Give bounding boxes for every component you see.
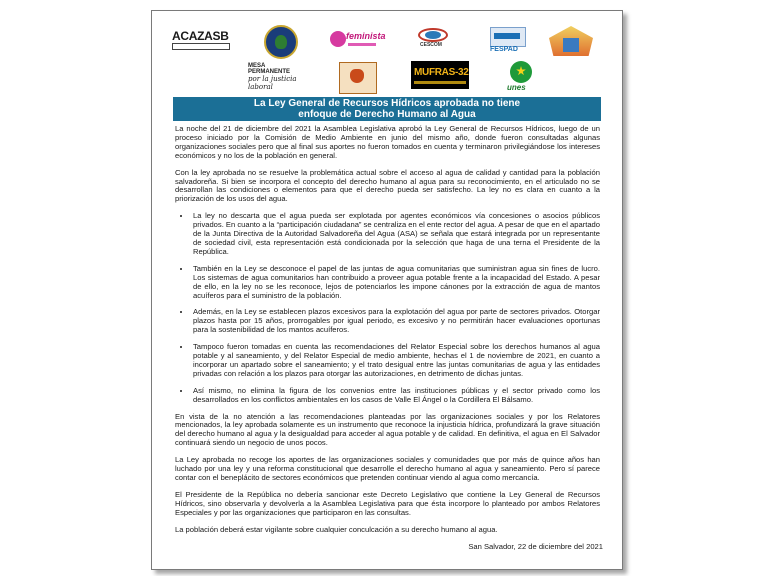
house-logo-window [563,38,579,52]
issues-list [175,212,600,404]
title-line-1: La Ley General de Recursos Hídricos aprobada no tiene [253,98,521,109]
unes-logo [505,61,539,93]
unes-logo-text: unes [507,83,526,92]
acazasb-logo-tagline [172,43,230,50]
title-line-2: enfoque de Derecho Humano al Agua [298,109,476,120]
cescom-logo-globe [425,31,441,39]
hands-logo [339,62,377,94]
president-paragraph: El Presidente de la República no debería sancionar este Decreto Legislativo que contiene la Ley General de Recursos Hídricos, sino observarla y devolverla a la Asamblea Legislativa para que ésta incorpore lo planteado por ambos Relatores Especiales y por las organizaciones que participaron en las consultas. [175,489,600,517]
mufras-logo-tagline [414,81,466,84]
list-item: • Tampoco fueron tomadas en cuenta las recomendaciones del Relator Especial sobre los derechos humanos al agua potable y al saneamiento, y del Relator Especial de medio ambiente, hechas el 1 de noviembre de 2021, en cuanto a incorporar un apartado sobre el saneamiento; y el trato desigual entre las juntas comunitarias de agua y las entidades privadas con relación a los plazos para otorgar las autorizaciones, en detrimento de dichas juntas. [191,343,600,379]
document-page [151,10,623,570]
fespad-logo-bar [494,33,520,39]
seal-logo [264,25,298,59]
demands-paragraph: La Ley aprobada no recoge los aportes de las organizaciones sociales y comunidades que por más de quince años han luchado por una ley y una reforma constitucional que desarrolle el derecho humano al agua y saneamiento. Pero sí parece contar con el beneplácito de sectores económicos que pretenden continuar viendo al agua como mercancía. [175,455,600,482]
cescom-logo [414,28,452,50]
feminista-logo-text: feminista [346,31,386,41]
list-item: • Además, en la Ley se establecen plazos excesivos para la explotación del agua por parte de sectores privados. Otorgar plazos hasta por 15 años, prorrogables por igual periodo, es excesivo y no permitirán hacer evaluaciones oportunas para la sostenibilidad de los mantos acuíferos. [191,308,600,335]
mesa-permanente-logo [248,63,308,91]
acazasb-logo-text: ACAZASB [172,29,229,43]
feminista-logo [328,29,386,53]
mufras-logo-text: MUFRAS-32 [414,67,469,78]
list-item: • También en la Ley se desconoce el papel de las juntas de agua comunitarias que suministran agua sin fines de lucro. Los sistemas de agua comunitarios han contribuido a proveer agua potable frente a la incapacidad del Estado. A pesar de ello, en la ley no se les reconoce, lejos de potenciarlos les impone cánones por la extracción de agua de mantos acuíferos para el suministro de la población. [191,265,600,301]
mesa-permanente-title: MESA PERMANENTE [248,63,291,75]
vigilance-paragraph: La población deberá estar vigilante sobre cualquier conculcación a su derecho humano al agua. [175,524,498,534]
house-logo [549,24,593,58]
fespad-logo-text: FESPAD [490,46,518,53]
list-item: • La ley no descarta que el agua pueda ser explotada por agentes económicos vía concesiones o asocios públicos privados. En cuanto a la “participación ciudadana” se centraliza en el ente rector del agua. A pesar de que en el apartado de la Junta Directiva de la Autoridad Salvadoreña del Agua (ASA) se señala que estará integrada por un representante de sociedad civil, esta representación está condicionada por la selección que haga de una terna el Presidente de la República. [191,212,600,257]
feminista-logo-circle [330,31,346,47]
signature-date: San Salvador, 22 de diciembre del 2021 [468,542,603,551]
intro-paragraph: La noche del 21 de diciembre del 2021 la Asamblea Legislativa aprobó la Ley General de Recursos Hídricos, luego de un proceso iniciado por la Comisión de Medio Ambiente en junio del mismo año, donde fueron consultadas algunas organizaciones sociales pero que al final sus aportes no fueron tomados en cuenta y terminaron privilegiándose los intereses económicos y no los de la población en general. [175,124,600,160]
title-banner [173,97,601,121]
list-item: • Así mismo, no elimina la figura de los convenios entre las instituciones públicas y el sector privado como los desarrollados en los conflictos ambientales en los casos de Valle El Ángel o la Cordillera El Bálsamo. [191,387,600,405]
conclusion-paragraph: En vista de la no atención a las recomendaciones planteadas por las organizaciones sociales y por los Relatores mencionados, la ley aprobada solamente es un instrumento que reconoce la injusticia hídrica, profundizará la grave situación del derecho humano al agua y la desigualdad para acceder al agua potable y de calidad. En definitiva, el agua en El Salvador continuará siendo un negocio de unos pocos. [175,411,600,448]
mufras-logo [411,61,469,89]
hands-logo-emblem [350,69,364,83]
cescom-logo-text: CESCOM [420,42,442,48]
fespad-logo [484,25,530,55]
context-paragraph: Con la ley aprobada no se resuelve la problemática actual sobre el acceso al agua de calidad y cantidad para la población salvadoreña. Si bien se incorpora el concepto del derecho humano al agua para su reconocimiento, en el articulado no se desarrollan las condiciones o elementos para que el derecho pueda ser satisfecho. La ley no es clara en cuanto a la priorización de los usos del agua. [175,167,600,204]
article-body [175,125,600,543]
seal-logo-emblem [275,35,287,49]
mesa-permanente-subtitle: por la justicia laboral [248,75,297,91]
acazasb-logo [172,30,230,52]
feminista-logo-underline [348,43,376,46]
